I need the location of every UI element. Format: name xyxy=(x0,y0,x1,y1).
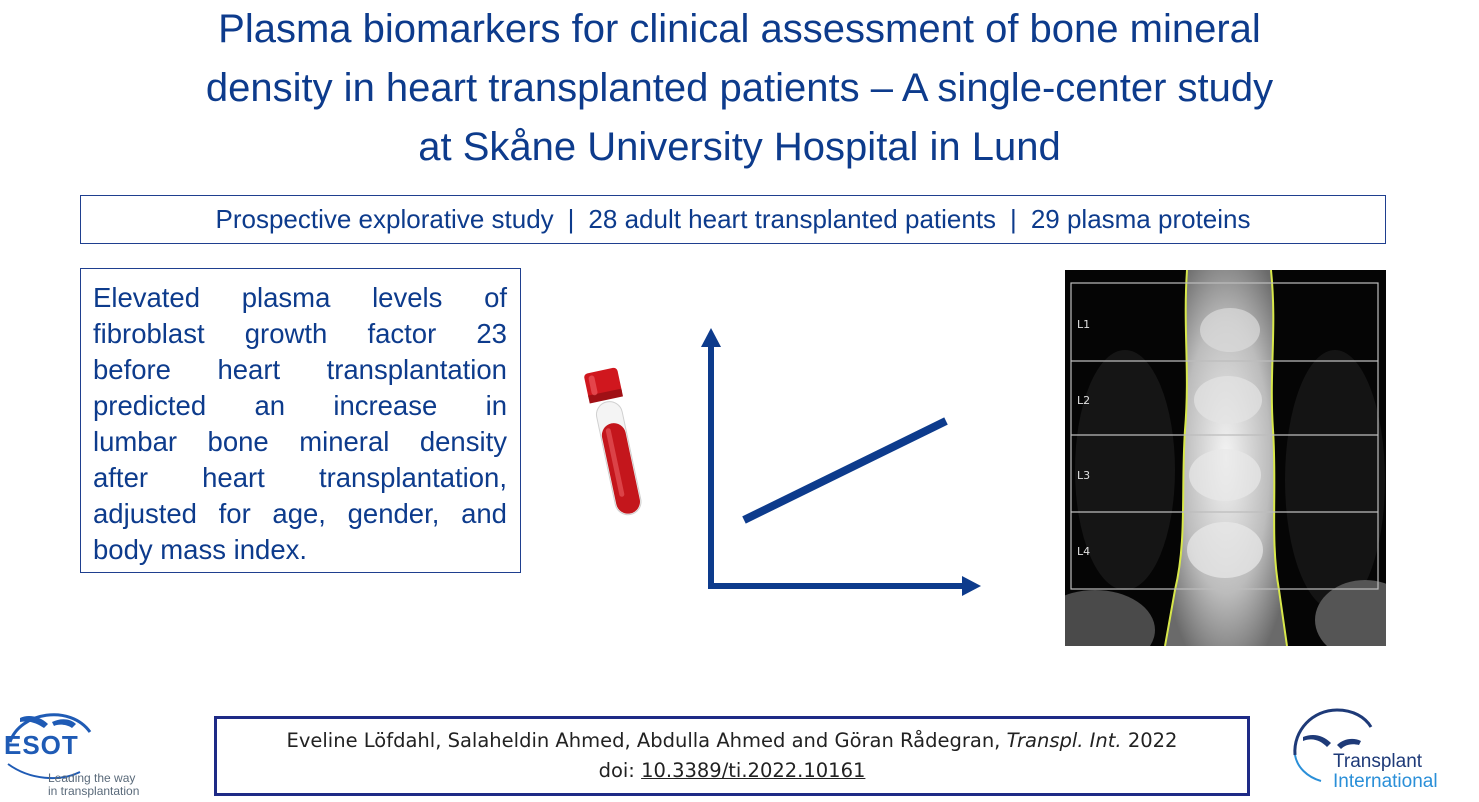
vertebra-label-l1: L1 xyxy=(1077,318,1091,331)
citation-box xyxy=(214,716,1250,796)
doi-prefix: doi: xyxy=(598,759,642,782)
finding-line xyxy=(93,280,507,316)
finding-word: growth xyxy=(244,318,328,349)
finding-word: gender, xyxy=(347,498,440,529)
finding-line xyxy=(93,352,507,388)
finding-word: for xyxy=(218,498,251,529)
study-design: Prospective explorative study xyxy=(215,204,554,234)
finding-line xyxy=(93,424,507,460)
finding-word: increase xyxy=(333,390,438,421)
finding-word: adjusted xyxy=(93,498,197,529)
separator: | xyxy=(567,204,575,234)
finding-word: after xyxy=(93,462,149,493)
study-summary-box xyxy=(80,195,1386,244)
increasing-trend-graph-icon xyxy=(690,320,990,600)
journal-name-line-1: Transplant xyxy=(1333,751,1423,772)
protein-count: 29 plasma proteins xyxy=(1030,204,1251,234)
lumbar-dxa-scan-image xyxy=(1065,270,1386,646)
finding-word: fibroblast xyxy=(93,318,205,349)
finding-word: lumbar xyxy=(93,426,178,457)
citation-year: 2022 xyxy=(1121,729,1178,752)
finding-word: heart xyxy=(217,354,281,385)
separator: | xyxy=(1010,204,1017,234)
vertebra-label-l3: L3 xyxy=(1077,469,1091,482)
finding-word: mineral xyxy=(299,426,390,457)
finding-line xyxy=(93,532,507,568)
finding-line xyxy=(93,388,507,424)
title-line-1: Plasma biomarkers for clinical assessment of bone mineral xyxy=(218,7,1261,51)
finding-word: factor xyxy=(367,318,437,349)
finding-line xyxy=(93,496,507,532)
finding-word: bone xyxy=(207,426,269,457)
esot-name: ESOT xyxy=(4,730,79,760)
citation-line xyxy=(217,726,1247,756)
title-line-2: density in heart transplanted patients – A single-center study xyxy=(205,66,1274,110)
esot-tagline: Leading the way in transplantation xyxy=(48,771,140,798)
citation-authors: Eveline Löfdahl, Salaheldin Ahmed, Abdulla Ahmed and Göran Rådegran, xyxy=(286,729,1007,752)
finding-line xyxy=(93,460,507,496)
blood-test-tube-icon xyxy=(580,360,660,520)
finding-word: transplantation xyxy=(326,354,507,385)
title-line-3: at Skåne University Hospital in Lund xyxy=(418,125,1061,169)
finding-word: before xyxy=(93,354,171,385)
finding-word: Elevated xyxy=(93,282,201,313)
finding-word: in xyxy=(485,390,507,421)
finding-word: predicted xyxy=(93,390,207,421)
key-finding-box xyxy=(80,268,521,573)
finding-word: of xyxy=(484,282,507,313)
finding-word: body mass index. xyxy=(93,534,307,565)
vertebra-label-l4: L4 xyxy=(1077,545,1091,558)
finding-word: transplantation, xyxy=(318,462,507,493)
finding-word: heart xyxy=(202,462,265,493)
finding-word: an xyxy=(254,390,286,421)
finding-word: age, xyxy=(272,498,326,529)
journal-name-line-2: International xyxy=(1333,771,1438,792)
finding-word: 23 xyxy=(476,318,507,349)
doi-link[interactable]: 10.3389/ti.2022.10161 xyxy=(641,759,866,782)
finding-word: and xyxy=(461,498,507,529)
vertebra-label-l2: L2 xyxy=(1077,394,1091,407)
doi-line xyxy=(217,756,1247,786)
finding-word: levels xyxy=(372,282,443,313)
page-title xyxy=(60,0,1419,177)
finding-line xyxy=(93,316,507,352)
patient-count: 28 adult heart transplanted patients xyxy=(588,204,997,234)
citation-journal: Transpl. Int. xyxy=(1006,729,1122,752)
finding-word: plasma xyxy=(241,282,331,313)
finding-word: density xyxy=(419,426,507,457)
